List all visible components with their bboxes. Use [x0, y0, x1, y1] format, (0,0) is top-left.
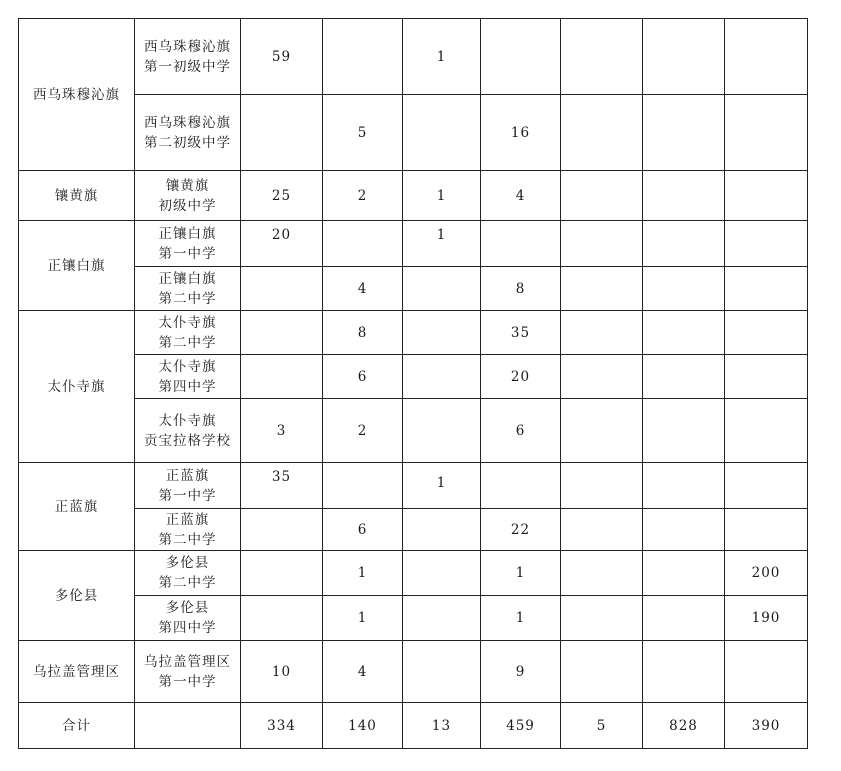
table-row: [19, 355, 808, 399]
total-value-cell: 5: [561, 703, 643, 749]
region-cell: 乌拉盖管理区: [19, 641, 135, 703]
value-cell: [725, 355, 808, 399]
value-cell: [403, 551, 481, 596]
value-cell: 3: [241, 399, 323, 463]
value-cell: [561, 355, 643, 399]
school-cell: 西乌珠穆沁旗 第二初级中学: [135, 95, 241, 171]
value-cell: [323, 463, 403, 509]
value-cell: 1: [481, 551, 561, 596]
value-cell: [643, 509, 725, 551]
school-cell: 正镶白旗 第二中学: [135, 267, 241, 311]
table-row: [19, 19, 808, 95]
total-row: [19, 703, 808, 749]
value-cell: [643, 399, 725, 463]
value-cell: [643, 596, 725, 641]
value-cell: 20: [241, 221, 323, 267]
table-row: [19, 267, 808, 311]
value-cell: [725, 463, 808, 509]
table-row: [19, 551, 808, 596]
table-row: [19, 171, 808, 221]
school-cell: 多伦县 第四中学: [135, 596, 241, 641]
value-cell: [481, 19, 561, 95]
total-school-cell: [135, 703, 241, 749]
total-value-cell: 334: [241, 703, 323, 749]
value-cell: 25: [241, 171, 323, 221]
value-cell: [403, 267, 481, 311]
value-cell: [725, 311, 808, 355]
value-cell: [403, 95, 481, 171]
value-cell: [725, 95, 808, 171]
school-cell: 太仆寺旗 第四中学: [135, 355, 241, 399]
enrollment-table: [18, 18, 808, 749]
table-row: [19, 221, 808, 267]
school-cell: 正镶白旗 第一中学: [135, 221, 241, 267]
value-cell: [561, 171, 643, 221]
value-cell: 1: [323, 596, 403, 641]
value-cell: [725, 509, 808, 551]
school-cell: 乌拉盖管理区 第一中学: [135, 641, 241, 703]
value-cell: [643, 19, 725, 95]
value-cell: 4: [481, 171, 561, 221]
table-row: [19, 95, 808, 171]
school-cell: 西乌珠穆沁旗 第一初级中学: [135, 19, 241, 95]
region-cell: 正镶白旗: [19, 221, 135, 311]
total-value-cell: 140: [323, 703, 403, 749]
school-cell: 正蓝旗 第一中学: [135, 463, 241, 509]
value-cell: [241, 267, 323, 311]
table-body: [19, 19, 808, 749]
value-cell: 9: [481, 641, 561, 703]
value-cell: 8: [323, 311, 403, 355]
value-cell: [725, 267, 808, 311]
table-row: [19, 509, 808, 551]
school-cell: 太仆寺旗 贡宝拉格学校: [135, 399, 241, 463]
value-cell: [725, 221, 808, 267]
value-cell: [561, 19, 643, 95]
value-cell: 4: [323, 641, 403, 703]
table-row: [19, 311, 808, 355]
value-cell: [643, 355, 725, 399]
value-cell: 20: [481, 355, 561, 399]
value-cell: 6: [481, 399, 561, 463]
region-cell: 正蓝旗: [19, 463, 135, 551]
value-cell: [403, 399, 481, 463]
table-row: [19, 641, 808, 703]
value-cell: 59: [241, 19, 323, 95]
value-cell: [561, 95, 643, 171]
total-label: 合计: [19, 703, 135, 749]
value-cell: [403, 509, 481, 551]
value-cell: [643, 171, 725, 221]
total-value-cell: 828: [643, 703, 725, 749]
value-cell: 35: [481, 311, 561, 355]
value-cell: [643, 311, 725, 355]
value-cell: 1: [403, 463, 481, 509]
value-cell: [725, 399, 808, 463]
value-cell: 22: [481, 509, 561, 551]
school-cell: 多伦县 第二中学: [135, 551, 241, 596]
value-cell: 1: [481, 596, 561, 641]
value-cell: 4: [323, 267, 403, 311]
value-cell: [241, 596, 323, 641]
value-cell: [643, 221, 725, 267]
value-cell: 1: [323, 551, 403, 596]
value-cell: [241, 509, 323, 551]
value-cell: [561, 311, 643, 355]
region-cell: 多伦县: [19, 551, 135, 641]
value-cell: [403, 311, 481, 355]
value-cell: [725, 19, 808, 95]
value-cell: [241, 311, 323, 355]
value-cell: 190: [725, 596, 808, 641]
value-cell: [725, 171, 808, 221]
total-value-cell: 13: [403, 703, 481, 749]
school-cell: 正蓝旗 第二中学: [135, 509, 241, 551]
value-cell: [323, 19, 403, 95]
value-cell: [643, 551, 725, 596]
value-cell: [725, 641, 808, 703]
region-cell: 太仆寺旗: [19, 311, 135, 463]
value-cell: [561, 509, 643, 551]
value-cell: 16: [481, 95, 561, 171]
value-cell: [561, 221, 643, 267]
value-cell: [643, 463, 725, 509]
value-cell: 10: [241, 641, 323, 703]
region-cell: 西乌珠穆沁旗: [19, 19, 135, 171]
value-cell: [241, 551, 323, 596]
value-cell: [643, 267, 725, 311]
value-cell: 6: [323, 355, 403, 399]
value-cell: [561, 463, 643, 509]
value-cell: 6: [323, 509, 403, 551]
value-cell: [241, 355, 323, 399]
value-cell: [481, 463, 561, 509]
value-cell: [403, 355, 481, 399]
region-cell: 镶黄旗: [19, 171, 135, 221]
value-cell: [481, 221, 561, 267]
value-cell: [643, 641, 725, 703]
table-row: [19, 463, 808, 509]
value-cell: [561, 641, 643, 703]
value-cell: [561, 267, 643, 311]
value-cell: 35: [241, 463, 323, 509]
value-cell: 8: [481, 267, 561, 311]
total-value-cell: 459: [481, 703, 561, 749]
total-value-cell: 390: [725, 703, 808, 749]
school-cell: 太仆寺旗 第二中学: [135, 311, 241, 355]
value-cell: [323, 221, 403, 267]
value-cell: 200: [725, 551, 808, 596]
value-cell: [561, 399, 643, 463]
value-cell: [561, 551, 643, 596]
value-cell: 1: [403, 171, 481, 221]
value-cell: [241, 95, 323, 171]
table-row: [19, 596, 808, 641]
value-cell: 5: [323, 95, 403, 171]
value-cell: 2: [323, 399, 403, 463]
value-cell: 2: [323, 171, 403, 221]
value-cell: [403, 641, 481, 703]
value-cell: 1: [403, 221, 481, 267]
value-cell: [643, 95, 725, 171]
value-cell: [403, 596, 481, 641]
value-cell: 1: [403, 19, 481, 95]
value-cell: [561, 596, 643, 641]
school-cell: 镶黄旗 初级中学: [135, 171, 241, 221]
table-row: [19, 399, 808, 463]
